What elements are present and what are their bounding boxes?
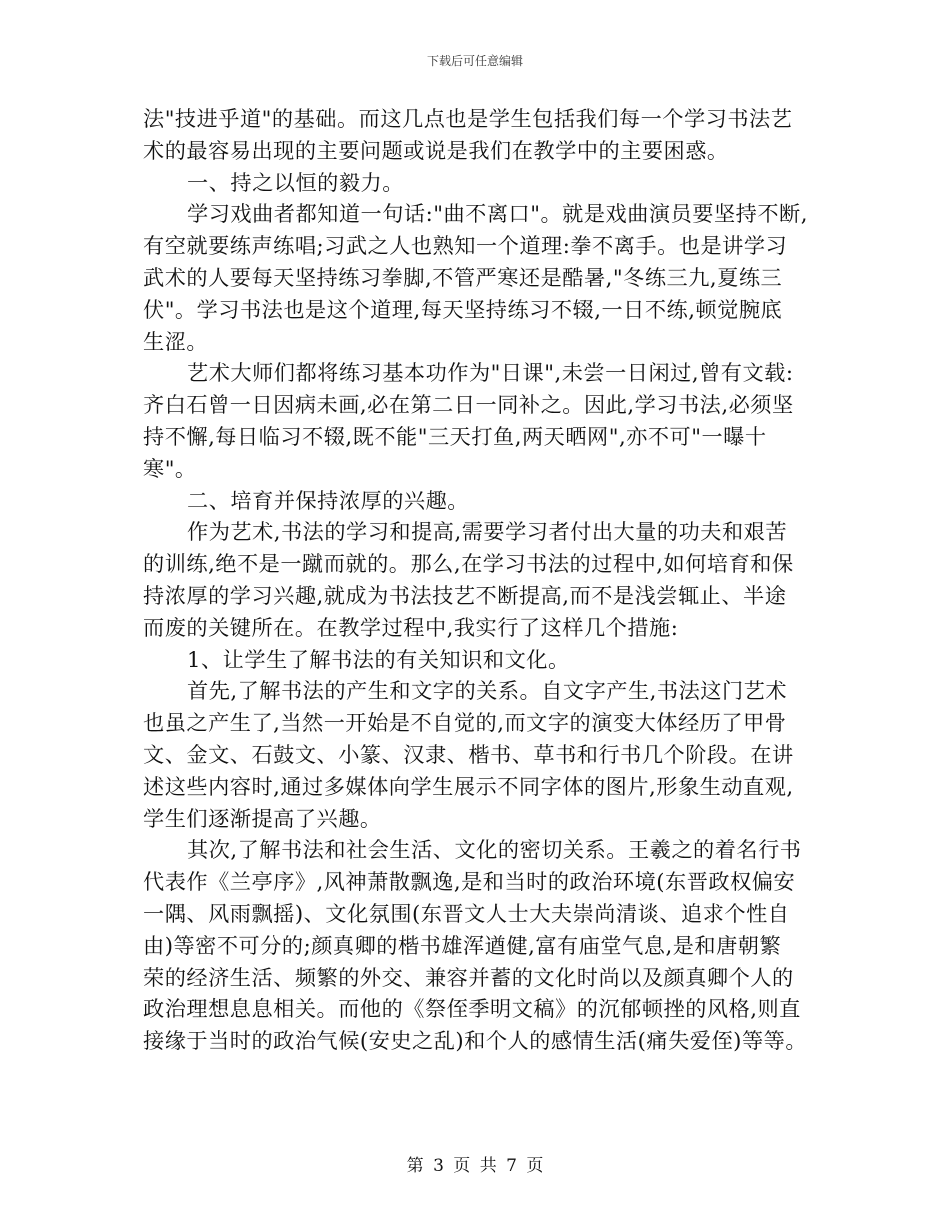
text-line: 持浓厚的学习兴趣,就成为书法技艺不断提高,而不是浅尝辄止、半途	[143, 582, 787, 608]
text-line: 艺术大师们都将练习基本功作为"日课",未尝一日闲过,曾有文载:	[187, 360, 794, 386]
text-line: 学生们逐渐提高了兴趣。	[143, 805, 382, 831]
text-line: 其次,了解书法和社会生活、文化的密切关系。王羲之的着名行书	[187, 837, 802, 863]
text-line: 的训练,绝不是一蹴而就的。那么,在学习书法的过程中,如何培育和保	[143, 551, 794, 577]
text-line: 而废的关键所在。在教学过程中,我实行了这样几个措施:	[143, 614, 679, 640]
text-line: 法"技进乎道"的基础。而这几点也是学生包括我们每一个学习书法艺	[143, 106, 793, 131]
text-line: 作为艺术,书法的学习和提高,需要学习者付出大量的功夫和艰苦	[187, 519, 788, 545]
text-line: 二、培育并保持浓厚的兴趣。	[187, 487, 469, 513]
text-line: 文、金文、石鼓文、小篆、汉隶、楷书、草书和行书几个阶段。在讲	[143, 741, 794, 767]
document-body	[143, 103, 808, 1057]
text-line: 代表作《兰亭序》,风神萧散飘逸,是和当时的政治环境(东晋政权偏安	[143, 869, 796, 895]
text-line: 寒"。	[143, 455, 197, 481]
text-line: 荣的经济生活、频繁的外交、兼容并蓄的文化时尚以及颜真卿个人的	[143, 964, 794, 990]
text-line: 齐白石曾一日因病未画,必在第二日一同补之。因此,学习书法,必须坚	[143, 392, 794, 418]
text-line: 政治理想息息相关。而他的《祭侄季明文稿》的沉郁顿挫的风格,则直	[143, 996, 801, 1022]
text-line: 首先,了解书法的产生和文字的关系。自文字产生,书法这门艺术	[187, 678, 788, 704]
text-line: 有空就要练声练唱;习武之人也熟知一个道理:拳不离手。也是讲学习	[143, 233, 788, 259]
text-line: 述这些内容时,通过多媒体向学生展示不同字体的图片,形象生动直观,	[143, 773, 794, 799]
page-footer: 第 3 页 共 7 页	[406, 1156, 544, 1176]
text-line: 生涩。	[143, 328, 209, 354]
text-line: 也虽之产生了,当然一开始是不自觉的,而文字的演变大体经历了甲骨	[143, 710, 787, 736]
text-line: 由)等密不可分的;颜真卿的楷书雄浑遒健,富有庙堂气息,是和唐朝繁	[143, 932, 782, 958]
text-line: 武术的人要每天坚持练习拳脚,不管严寒还是酷暑,"冬练三九,夏练三	[143, 264, 783, 290]
text-line: 术的最容易出现的主要问题或说是我们在教学中的主要困惑。	[143, 137, 729, 163]
text-line: 1、让学生了解书法的有关知识和文化。	[187, 646, 570, 672]
text-line: 学习戏曲者都知道一句话:"曲不离口"。就是戏曲演员要坚持不断,	[187, 201, 808, 227]
text-line: 伏"。学习书法也是这个道理,每天坚持练习不辍,一日不练,顿觉腕底	[143, 296, 783, 322]
text-line: 持不懈,每日临习不辍,既不能"三天打鱼,两天晒网",亦不可"一曝十	[143, 423, 767, 449]
page-header: 下载后可任意编辑	[426, 54, 523, 68]
text-line: 一、持之以恒的毅力。	[187, 169, 404, 195]
text-line: 接缘于当时的政治气候(安史之乱)和个人的感情生活(痛失爱侄)等等。	[143, 1028, 808, 1054]
text-line: 一隅、风雨飘摇)、文化氛围(东晋文人士大夫崇尚清谈、追求个性自	[143, 900, 790, 926]
